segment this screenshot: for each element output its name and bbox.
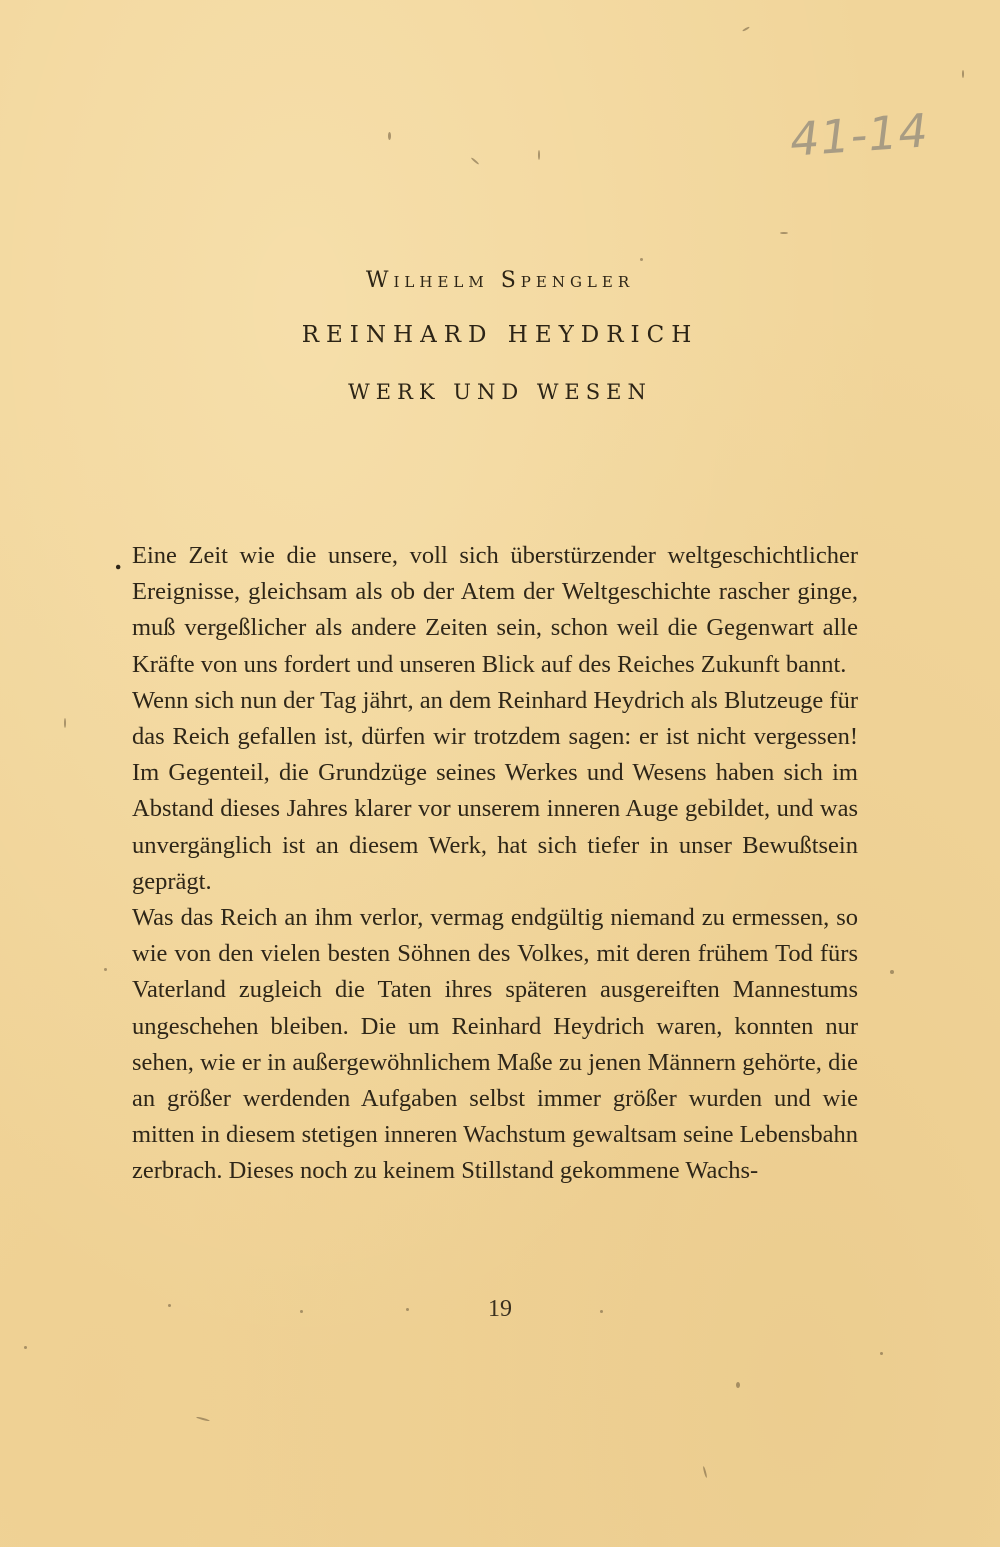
- paper-speck: [64, 718, 66, 728]
- paper-speck: [880, 1352, 883, 1355]
- paper-speck: [196, 1416, 210, 1422]
- author-name: Wilhelm Spengler: [365, 268, 635, 293]
- paragraph-1: Eine Zeit wie die unsere, voll sich überstürzender weltgeschichtlicher Ereignisse, gleichsam als ob der Atem der Weltgeschichte rascher ginge, muß vergeßlicher als andere Zeiten sein, schon weil die Gegenwart alle Kräfte von uns fordert und unseren Blick auf des Reiches Zukunft bannt.: [132, 542, 858, 678]
- document-subtitle: WERK UND WESEN: [348, 380, 652, 404]
- paper-speck: [471, 157, 480, 165]
- paper-speck: [736, 1382, 740, 1388]
- paper-speck: [890, 970, 894, 974]
- paragraph-3: Was das Reich an ihm verlor, vermag endgültig niemand zu ermessen, so wie von den vielen besten Söhnen des Volkes, mit deren frühem Tod fürs Vaterland zugleich die Taten ihres späteren ausgereiften Mannestums ungeschehen bleiben. Die um Reinhard Heydrich waren, konnten nur sehen, wie er in außergewöhnlichem Maße zu jenen Männern gehörte, die an größer werdenden Aufgaben selbst immer größer wurden und wie mitten in diesem stetigen inneren Wachstum gewaltsam seine Lebensbahn zerbrach. Dieses noch zu keinem Stillstand gekommene Wachs-: [132, 904, 858, 1185]
- paper-speck: [24, 1346, 27, 1349]
- document-title: REINHARD HEYDRICH: [301, 322, 699, 348]
- paper-speck: [780, 232, 788, 234]
- paragraph-2: Wenn sich nun der Tag jährt, an dem Reinhard Heydrich als Blutzeuge für das Reich gefallen ist, dürfen wir trotzdem sagen: er ist nicht vergessen! Im Gegenteil, die Grundzüge seines Werkes und Wesens haben sich im Abstand dieses Jahres klarer vor unserem inneren Auge gebildet, und was unvergänglich ist an diesem Werk, hat sich tiefer in unser Bewußtsein geprägt.: [132, 686, 858, 895]
- paper-speck: [702, 1466, 707, 1478]
- paper-speck: [104, 968, 107, 971]
- handwritten-margin-note: 41-14: [788, 103, 931, 167]
- paper-speck: [538, 150, 540, 160]
- paper-speck: [388, 132, 391, 140]
- paper-speck: [742, 26, 750, 32]
- page-number: 19: [488, 1296, 512, 1322]
- paper-speck: [640, 258, 643, 261]
- paper-speck: [962, 70, 964, 78]
- margin-dot: .: [114, 546, 123, 575]
- body-text: [132, 538, 858, 1190]
